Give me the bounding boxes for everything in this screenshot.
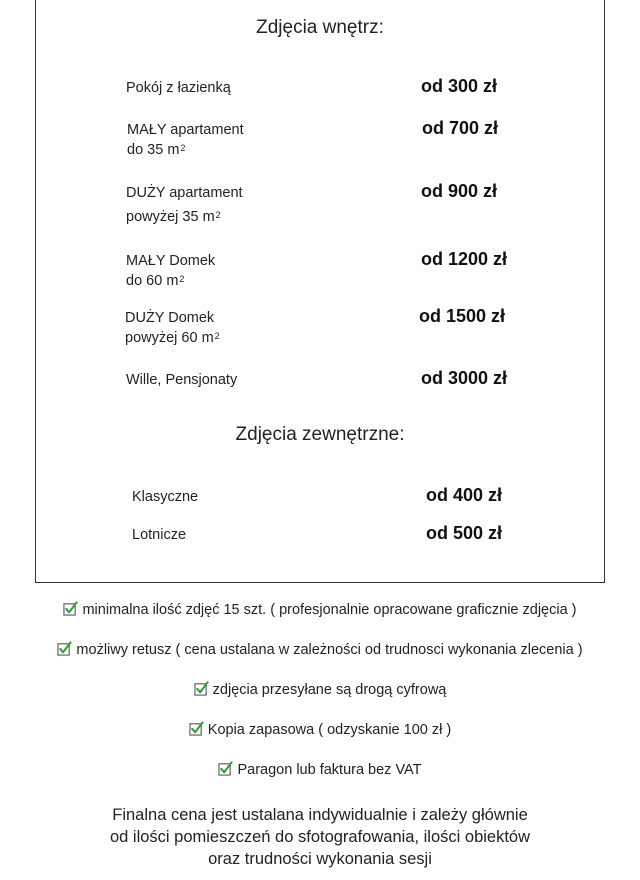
- price-row-price: od 500 zł: [426, 523, 503, 543]
- price-row-label: MAŁY apartament do 35 $m^2$: [127, 122, 244, 158]
- price-row-label: DUŻY apartament powyżej 35 $m^2$: [126, 185, 243, 225]
- checkbox-checked-icon: [57, 641, 72, 656]
- final-price-note: Finalna cena jest ustalana indywidualnie i zależy głównie od ilości pomieszczeń do sfotografowania, ilości obiektów oraz trudności wykonania sesji: [109, 806, 531, 868]
- note-item: Paragon lub faktura bez VAT: [0, 761, 640, 778]
- price-row-label: Klasyczne: [132, 489, 199, 505]
- exterior-section-title: Zdjęcia zewnętrzne:: [235, 424, 405, 445]
- price-row-price: od 900 zł: [421, 181, 498, 201]
- price-row-label: DUŻY Domek powyżej 60 $m^2$: [125, 310, 220, 346]
- price-row-label: Wille, Pensjonaty: [126, 372, 238, 388]
- price-row-label: Lotnicze: [132, 527, 187, 543]
- checkbox-checked-icon: [189, 721, 204, 736]
- price-row-price: od 400 zł: [426, 485, 503, 505]
- interior-section-title: Zdjęcia wnętrz:: [256, 17, 384, 38]
- price-row-price: od 1500 zł: [419, 306, 506, 326]
- price-row-price: od 3000 zł: [421, 368, 508, 388]
- note-item: minimalna ilość zdjęć 15 szt. ( profesjonalnie opracowane graficznie zdjęcia ): [0, 601, 640, 618]
- price-row-label: Pokój z łazienką: [126, 80, 231, 96]
- price-row-price: od 700 zł: [422, 118, 499, 138]
- note-item: zdjęcia przesyłane są drogą cyfrową: [0, 681, 640, 698]
- price-row-label: MAŁY Domek do 60 $m^2$: [126, 253, 216, 289]
- note-item: Kopia zapasowa ( odzyskanie 100 zł ): [0, 721, 640, 738]
- checkbox-checked-icon: [194, 681, 209, 696]
- price-list-box: [35, 0, 605, 583]
- price-row-price: od 1200 zł: [421, 249, 508, 269]
- price-row-price: od 300 zł: [421, 76, 498, 96]
- checkbox-checked-icon: [63, 601, 78, 616]
- checkbox-checked-icon: [218, 761, 233, 776]
- note-item: możliwy retusz ( cena ustalana w zależności od trudnosci wykonania zlecenia ): [0, 641, 640, 658]
